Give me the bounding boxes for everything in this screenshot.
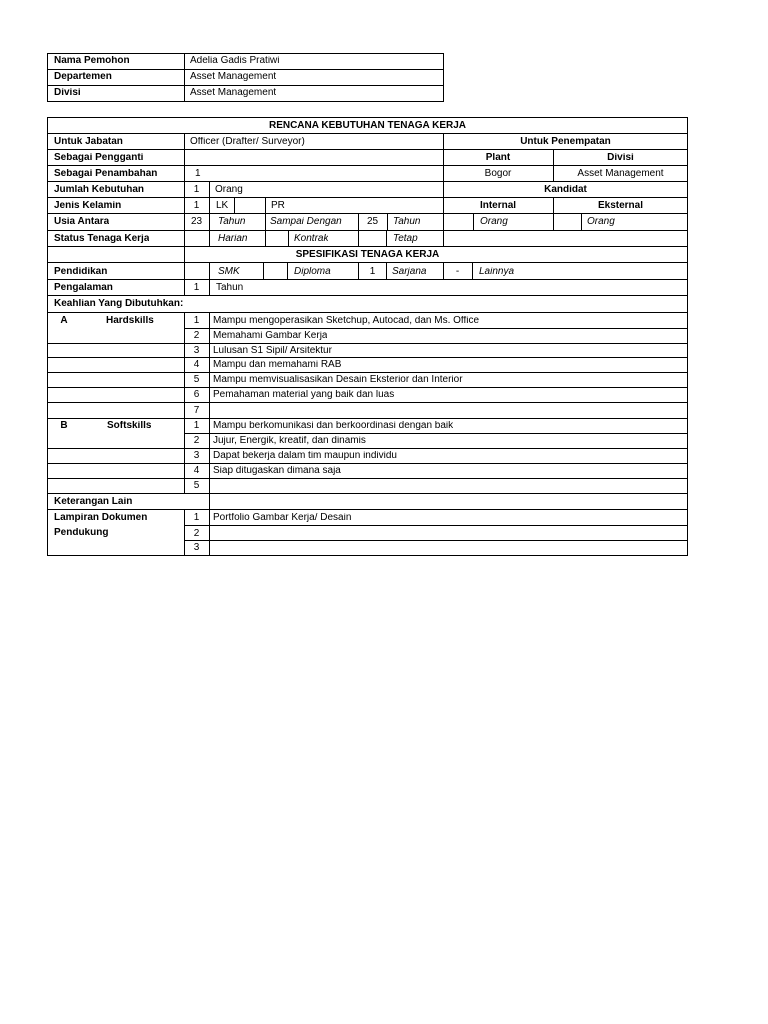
lainnya-label: Lainnya [479,267,515,277]
untuk-penempatan-label: Untuk Penempatan [520,137,611,147]
lampiran-label-line1: Lampiran Dokumen [54,513,148,523]
tahun-label-2: Tahun [393,217,421,227]
diploma-label: Diploma [294,267,331,277]
softskill-item-number: 3 [193,451,200,461]
untuk-jabatan-value: Officer (Drafter/ Surveyor) [190,137,305,147]
usia-antara-label: Usia Antara [54,217,110,227]
pengalaman-label: Pengalaman [54,283,113,293]
eksternal-unit: Orang [587,217,615,227]
lk-label: LK [216,201,229,211]
jumlah-kebutuhan-value: 1 [193,185,200,195]
harian-label: Harian [218,234,248,244]
sebagai-penambahan-label: Sebagai Penambahan [54,169,158,179]
departemen-value: Asset Management [190,72,277,82]
departemen-label: Departemen [54,72,112,82]
softskill-item-text: Siap ditugaskan dimana saja [213,466,341,476]
hardskill-item-number: 7 [193,406,200,416]
softskill-item-text: Jujur, Energik, kreatif, dan dinamis [213,436,366,446]
sarjana-label: Sarjana [392,267,427,277]
spesifikasi-title: SPESIFIKASI TENAGA KERJA [295,250,440,260]
status-tenaga-kerja-label: Status Tenaga Kerja [54,234,150,244]
divisi-label: Divisi [54,88,81,98]
lampiran-item-number: 1 [193,513,200,523]
divisi-value: Asset Management [190,88,277,98]
hardskill-item-text: Mampu dan memahami RAB [213,360,342,370]
hardskill-item-text: Pemahaman material yang baik dan luas [213,390,395,400]
hardskill-item-text: Mampu mengoperasikan Sketchup, Autocad, dan Ms. Office [213,316,480,326]
plant-label: Plant [485,153,511,163]
lainnya-value: - [455,267,460,277]
hardskill-item-number: 5 [193,375,200,385]
plant-value: Bogor [484,169,512,179]
hardskills-letter: A [60,316,68,326]
kontrak-label: Kontrak [294,234,329,244]
lampiran-item-number: 2 [193,529,200,539]
pr-label: PR [271,201,285,211]
softskill-item-number: 2 [193,436,200,446]
kandidat-label: Kandidat [544,185,587,195]
pengalaman-unit: Tahun [216,283,244,293]
softskills-label: Softskills [107,421,152,431]
softskill-item-text: Dapat bekerja dalam tim maupun individu [213,451,397,461]
hardskill-item-number: 2 [193,331,200,341]
usia-min-value: 23 [190,217,203,227]
nama-pemohon-value: Adelia Gadis Pratiwi [190,56,280,66]
lampiran-item-number: 3 [193,543,200,553]
tetap-label: Tetap [393,234,418,244]
keterangan-lain-label: Keterangan Lain [54,497,133,507]
hardskill-item-text: Memahami Gambar Kerja [213,331,328,341]
untuk-jabatan-label: Untuk Jabatan [54,137,123,147]
eksternal-label: Eksternal [597,201,644,211]
softskill-item-number: 5 [193,481,200,491]
lampiran-item-text: Portfolio Gambar Kerja/ Desain [213,513,352,523]
hardskill-item-text: Mampu memvisualisasikan Desain Eksterior dan Interior [213,375,463,385]
hardskills-label: Hardskills [106,316,154,326]
divisi-header-label: Divisi [607,153,634,163]
softskill-item-text: Mampu berkomunikasi dan berkoordinasi dengan baik [213,421,454,431]
nama-pemohon-label: Nama Pemohon [54,56,130,66]
softskill-item-number: 1 [193,421,200,431]
jumlah-kebutuhan-label: Jumlah Kebutuhan [54,185,145,195]
hardskill-item-number: 4 [193,360,200,370]
pengalaman-value: 1 [193,283,200,293]
divisi-value: Asset Management [577,169,664,179]
tahun-label: Tahun [218,217,246,227]
jenis-kelamin-label: Jenis Kelamin [54,201,122,211]
hardskill-item-number: 3 [193,346,200,356]
sebagai-penambahan-value: 1 [195,169,201,179]
jenis-kelamin-value: 1 [193,201,200,211]
sebagai-pengganti-label: Sebagai Pengganti [54,153,144,163]
softskills-letter: B [60,421,68,431]
jumlah-kebutuhan-unit: Orang [215,185,243,195]
internal-unit: Orang [480,217,508,227]
usia-max-value: 25 [366,217,379,227]
lampiran-label-line2: Pendukung [54,528,109,538]
softskill-item-number: 4 [193,466,200,476]
form-title: RENCANA KEBUTUHAN TENAGA KERJA [268,121,467,131]
sampai-dengan-label: Sampai Dengan [270,217,342,227]
sarjana-value: 1 [369,267,376,277]
keahlian-label: Keahlian Yang Dibutuhkan: [54,299,184,309]
hardskill-item-number: 1 [193,316,200,326]
hardskill-item-number: 6 [193,390,200,400]
hardskill-item-text: Lulusan S1 Sipil/ Arsitektur [213,346,332,356]
internal-label: Internal [479,201,517,211]
smk-label: SMK [218,267,240,277]
pendidikan-label: Pendidikan [54,267,108,277]
